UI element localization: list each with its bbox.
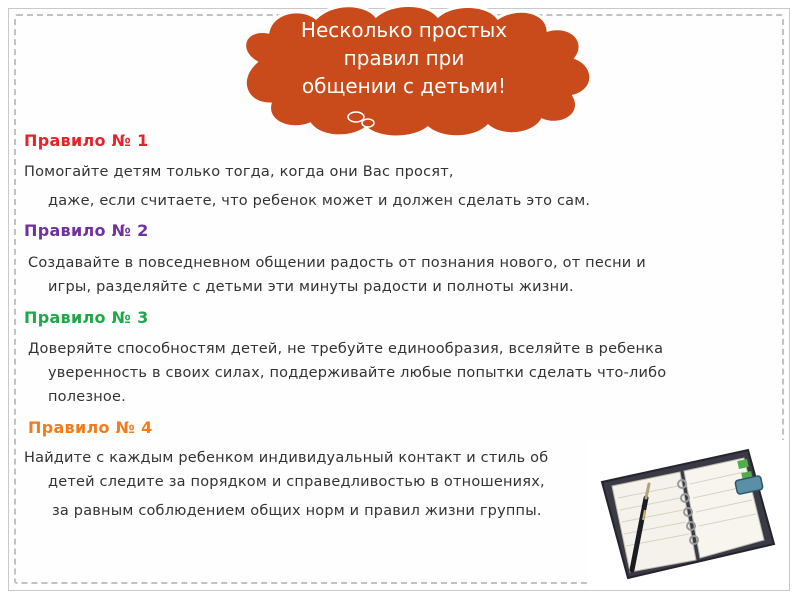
rule-4-line-2: детей следите за порядком и справедливостью в отношениях, (48, 474, 545, 490)
cloud-title-line-1: Несколько простых (300, 18, 508, 42)
cloud-title-line-2: правил при (343, 46, 465, 70)
rule-3-line-1: Доверяйте способностям детей, не требуйте единообразия, вселяйте в ребенка (28, 341, 664, 357)
rule-1-line-1: Помогайте детям только тогда, когда они Вас просят, (24, 164, 454, 180)
cloud-title (250, 16, 558, 100)
rule-2-line-2: игры, разделяйте с детьми эти минуты радости и полноты жизни. (48, 279, 574, 295)
rule-1-heading: Правило № 1 (24, 131, 149, 150)
rule-4-line-1: Найдите с каждым ребенком индивидуальный контакт и стиль об (24, 450, 549, 466)
rule-4-line-3: за равным соблюдением общих норм и правил жизни группы. (52, 503, 542, 519)
rule-1-line-2: даже, если считаете, что ребенок может и должен сделать это сам. (48, 193, 591, 209)
rule-3-heading: Правило № 3 (24, 308, 149, 327)
rule-2-heading: Правило № 2 (24, 221, 149, 240)
rule-3-line-3: полезное. (48, 389, 126, 405)
planner-with-pen-icon (588, 440, 788, 590)
rule-2-line-1: Создавайте в повседневном общении радость от познания нового, от песни и (28, 255, 646, 271)
rule-3-line-2: уверенность в своих силах, поддерживайте любые попытки сделать что-либо (48, 365, 667, 381)
cloud-title-line-3: общении с детьми! (301, 74, 507, 98)
rule-4-heading: Правило № 4 (28, 418, 153, 437)
